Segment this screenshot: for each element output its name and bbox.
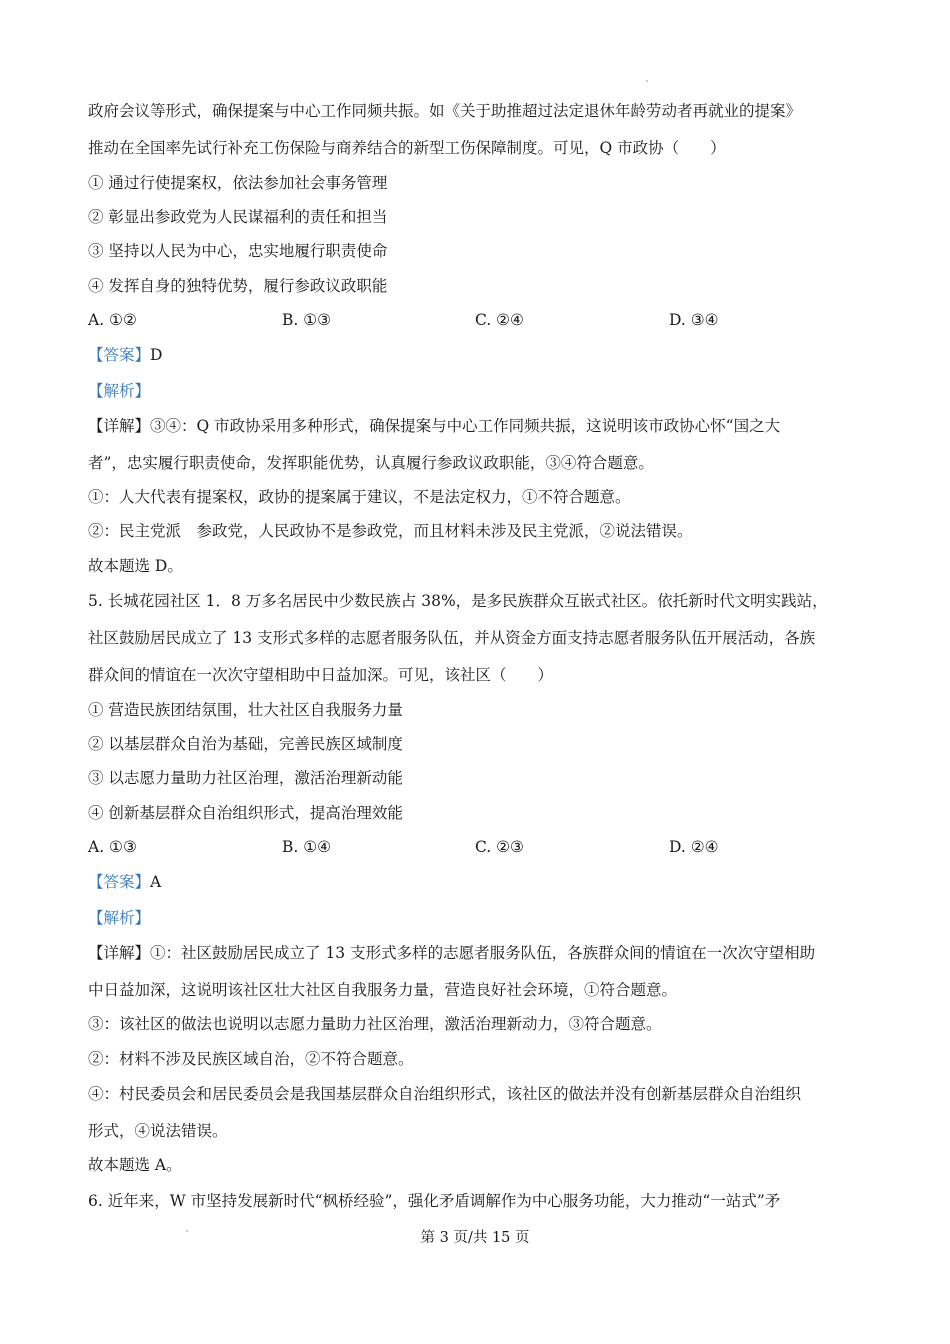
q5-option-d: D. ②④: [669, 838, 719, 856]
detail-tag: 【详解】: [88, 944, 151, 962]
q4-options: [88, 310, 878, 330]
answer-tag: 【答案】: [88, 873, 151, 891]
page-footer: 第 3 页/共 15 页: [420, 1230, 530, 1246]
q5-detail-line-3: ③：该社区的做法也说明以志愿力量助力社区治理，激活治理新动力，③符合题意。: [88, 1015, 662, 1033]
q5-stem-line-3: 群众间的情谊在一次次守望相助中日益加深。可见，该社区（ ）: [88, 666, 554, 684]
q4-item-3: ③ 坚持以人民为中心，忠实地履行职责使命: [88, 242, 388, 260]
q5-answer: [88, 872, 878, 892]
detail-text: ①：社区鼓励居民成立了 13 支形式多样的志愿者服务队伍，各族群众间的情谊在一次次守望相助: [150, 944, 816, 962]
q4-item-1: ① 通过行使提案权，依法参加社会事务管理: [88, 174, 388, 192]
q5-item-1: ① 营造民族团结氛围，壮大社区自我服务力量: [88, 701, 403, 719]
q5-stem-line-2: 社区鼓励居民成立了 13 支形式多样的志愿者服务队伍，并从资金方面支持志愿者服务队伍开展活动，各族: [88, 629, 816, 647]
detail-tag: 【详解】: [88, 417, 151, 435]
q5-detail-line-2: 中日益加深，这说明该社区壮大社区自我服务力量，营造良好社会环境，①符合题意。: [88, 981, 678, 999]
q5-item-4: ④ 创新基层群众自治组织形式，提高治理效能: [88, 804, 403, 822]
q4-detail-line-1: [88, 416, 878, 436]
q4-answer: [88, 345, 878, 365]
q4-item-4: ④ 发挥自身的独特优势，履行参政议政职能: [88, 277, 388, 295]
analysis-tag: 【解析】: [88, 909, 151, 927]
q5-conclusion: 故本题选 A。: [88, 1156, 182, 1174]
q4-detail-line-2: 者”，忠实履行职责使命，发挥职能优势，认真履行参政议政职能，③④符合题意。: [88, 454, 654, 472]
q5-option-b: B. ①④: [282, 838, 332, 856]
q4-conclusion: 故本题选 D。: [88, 557, 183, 575]
q5-item-3: ③ 以志愿力量助力社区治理，激活治理新动能: [88, 769, 403, 787]
answer-tag: 【答案】: [88, 346, 151, 364]
q4-option-c: C. ②④: [475, 311, 524, 329]
q5-detail-line-4: ②：材料不涉及民族区域自治，②不符合题意。: [88, 1050, 414, 1068]
q5-option-a: A. ①③: [88, 838, 137, 856]
q5-option-c: C. ②③: [475, 838, 524, 856]
q4-detail-line-3: ①：人大代表有提案权，政协的提案属于建议，不是法定权力，①不符合题意。: [88, 488, 631, 506]
q4-option-d: D. ③④: [669, 311, 719, 329]
answer-value: A: [150, 873, 162, 891]
scan-dot: [646, 80, 648, 82]
q4-analysis: [88, 381, 878, 401]
q5-detail-line-1: [88, 943, 878, 963]
detail-text: ③④：Q 市政协采用多种形式，确保提案与中心工作同频共振，这说明该市政协心怀“国之大: [150, 417, 781, 435]
analysis-tag: 【解析】: [88, 382, 151, 400]
q4-option-a: A. ①②: [88, 311, 137, 329]
q5-item-2: ② 以基层群众自治为基础，完善民族区域制度: [88, 735, 403, 753]
q4-detail-line-4: ②：民主党派 参政党，人民政协不是参政党，而且材料未涉及民主党派，②说法错误。: [88, 522, 693, 540]
q5-analysis: [88, 908, 878, 928]
q4-stem-line-1: 政府会议等形式，确保提案与中心工作同频共振。如《关于助推超过法定退休年龄劳动者再就业的提案》: [88, 102, 802, 120]
q4-option-b: B. ①③: [282, 311, 332, 329]
answer-value: D: [150, 346, 163, 364]
q5-detail-line-6: 形式，④说法错误。: [88, 1122, 228, 1140]
q5-detail-line-5: ④：村民委员会和居民委员会是我国基层群众自治组织形式，该社区的做法并没有创新基层群众自治组织: [88, 1085, 802, 1103]
q5-stem-line-1: 5. 长城花园社区 1．8 万多名居民中少数民族占 38%，是多民族群众互嵌式社区。依托新时代文明实践站，: [88, 592, 828, 610]
q4-item-2: ② 彰显出参政党为人民谋福利的责任和担当: [88, 208, 388, 226]
q6-stem-line-1: 6. 近年来，W 市坚持发展新时代“枫桥经验”，强化矛盾调解作为中心服务功能，大力推动“一站式”矛: [88, 1192, 781, 1210]
q5-options: [88, 837, 878, 857]
q4-stem-line-2: 推动在全国率先试行补充工伤保险与商养结合的新型工伤保障制度。可见，Q 市政协（ ）: [88, 139, 726, 157]
